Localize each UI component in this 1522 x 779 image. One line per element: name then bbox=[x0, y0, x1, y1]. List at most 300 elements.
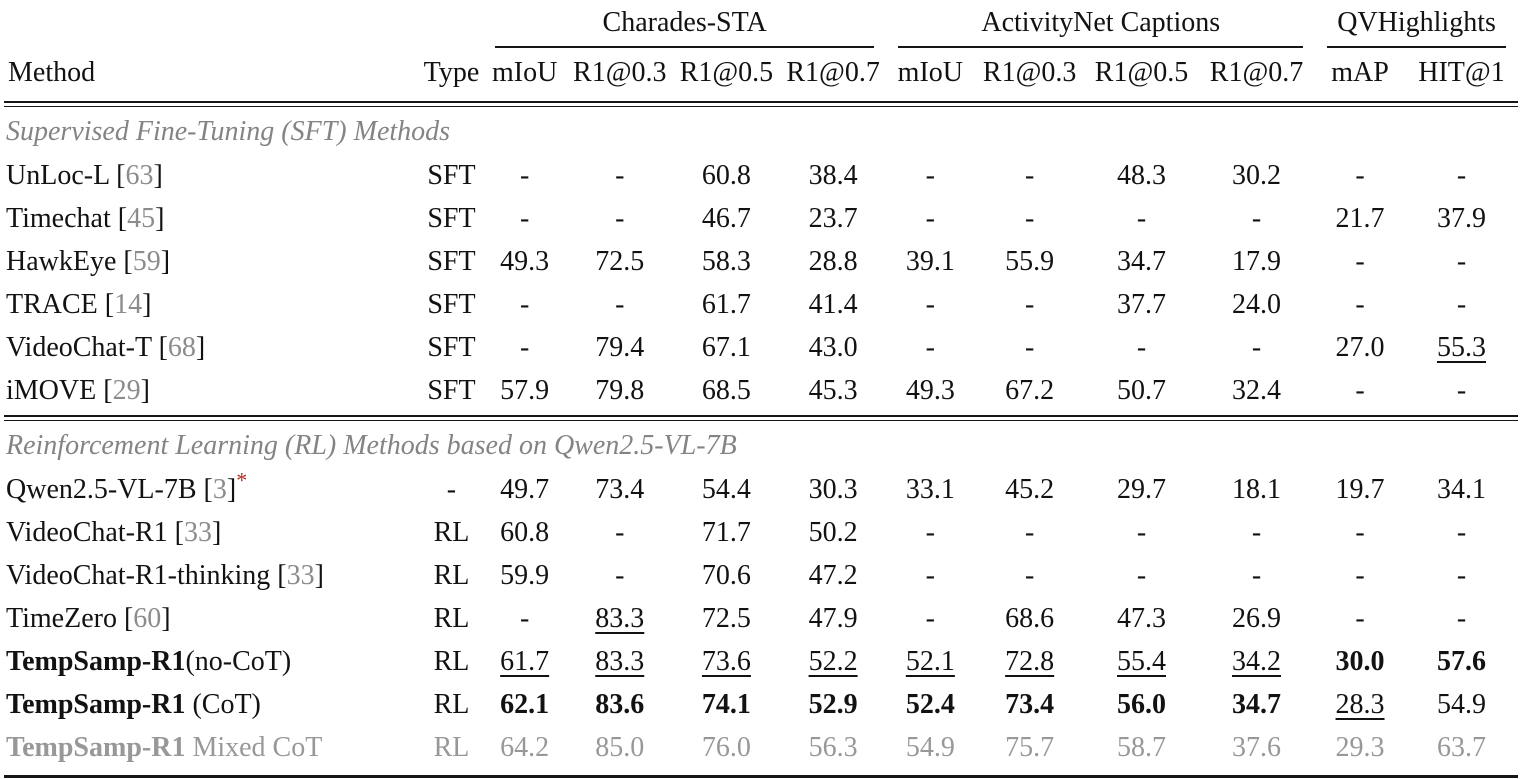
value-text: 49.7 bbox=[500, 473, 550, 505]
bottom-rule-line bbox=[4, 775, 1518, 778]
value-cell bbox=[483, 726, 567, 769]
citation-bracket: ] bbox=[142, 288, 152, 320]
value-cell bbox=[1405, 554, 1518, 597]
value-text: 52.2 bbox=[808, 645, 858, 677]
value-cell bbox=[673, 597, 780, 640]
table-row bbox=[4, 554, 1518, 597]
value-text: 29.7 bbox=[1117, 473, 1167, 505]
method-name: UnLoc-L bbox=[6, 159, 110, 191]
value-text: 45.3 bbox=[808, 374, 858, 406]
value-text: 74.1 bbox=[701, 688, 751, 720]
value-text: - bbox=[1456, 374, 1467, 406]
value-text: 39.1 bbox=[905, 245, 955, 277]
value-cell bbox=[974, 597, 1085, 640]
value-cell bbox=[566, 240, 673, 283]
value-cell bbox=[673, 197, 780, 240]
value-cell bbox=[1085, 369, 1198, 412]
value-cell bbox=[1198, 726, 1315, 769]
value-text: 34.7 bbox=[1117, 245, 1167, 277]
value-text: - bbox=[925, 331, 935, 363]
value-text: 50.7 bbox=[1117, 374, 1167, 406]
value-text: - bbox=[1024, 202, 1035, 234]
citation-bracket: [ bbox=[196, 473, 213, 505]
value-cell bbox=[780, 154, 887, 197]
value-cell bbox=[780, 369, 887, 412]
type-cell: RL bbox=[433, 645, 470, 677]
value-text: 79.8 bbox=[595, 374, 645, 406]
value-cell bbox=[1405, 597, 1518, 640]
value-text: 60.8 bbox=[701, 159, 751, 191]
table-row bbox=[4, 326, 1518, 369]
value-text: - bbox=[1456, 559, 1467, 591]
value-cell bbox=[974, 640, 1085, 683]
section-divider-rule-line bbox=[4, 415, 1518, 421]
citation-bracket: [ bbox=[96, 374, 113, 406]
value-cell bbox=[1405, 683, 1518, 726]
citation-bracket: ] bbox=[155, 202, 165, 234]
header-rule bbox=[4, 98, 1518, 109]
value-cell bbox=[566, 597, 673, 640]
value-cell bbox=[974, 283, 1085, 326]
value-cell bbox=[673, 283, 780, 326]
table-row bbox=[4, 468, 1518, 511]
value-cell bbox=[1315, 369, 1405, 412]
value-text: - bbox=[1355, 245, 1365, 277]
group-label: ActivityNet Captions bbox=[981, 7, 1221, 38]
value-text: 18.1 bbox=[1232, 473, 1282, 505]
value-cell bbox=[1405, 726, 1518, 769]
value-cell bbox=[780, 197, 887, 240]
value-text: 26.9 bbox=[1232, 602, 1282, 634]
table-row bbox=[4, 597, 1518, 640]
value-cell bbox=[566, 554, 673, 597]
value-cell bbox=[1085, 468, 1198, 511]
citation-bracket: [ bbox=[116, 245, 133, 277]
citation-bracket: ] bbox=[195, 331, 206, 363]
value-text: 83.3 bbox=[595, 645, 645, 677]
value-text: 52.1 bbox=[905, 645, 955, 677]
value-text: 33.1 bbox=[905, 473, 955, 505]
value-text: 30.2 bbox=[1232, 159, 1282, 191]
value-cell bbox=[1315, 640, 1405, 683]
method-suffix: (no-CoT) bbox=[185, 645, 292, 677]
col-header-type: Type bbox=[423, 57, 480, 88]
value-text: 73.4 bbox=[1005, 688, 1055, 720]
value-text: - bbox=[1024, 559, 1035, 591]
value-cell bbox=[483, 597, 567, 640]
value-text: 56.3 bbox=[808, 731, 858, 763]
value-text: - bbox=[1251, 516, 1262, 548]
citation-bracket: ] bbox=[160, 245, 171, 277]
value-cell bbox=[974, 554, 1085, 597]
results-table bbox=[4, 2, 1518, 779]
value-cell bbox=[483, 197, 567, 240]
value-cell bbox=[974, 468, 1085, 511]
value-cell bbox=[1315, 726, 1405, 769]
section-title: Reinforcement Learning (RL) Methods based on Qwen2.5-VL-7B bbox=[6, 429, 737, 461]
citation-number[interactable]: 14 bbox=[114, 288, 143, 320]
value-text: 30.0 bbox=[1335, 645, 1385, 677]
value-text: - bbox=[1251, 331, 1262, 363]
value-text: - bbox=[1355, 288, 1365, 320]
value-cell bbox=[1085, 240, 1198, 283]
type-cell: RL bbox=[433, 731, 470, 763]
value-cell bbox=[1315, 554, 1405, 597]
value-cell bbox=[974, 326, 1085, 369]
method-name: TempSamp-R1 bbox=[6, 731, 186, 763]
value-cell bbox=[673, 468, 780, 511]
value-text: 17.9 bbox=[1232, 245, 1282, 277]
value-text: 73.4 bbox=[595, 473, 645, 505]
value-text: - bbox=[925, 559, 935, 591]
value-text: - bbox=[1456, 159, 1467, 191]
type-cell: SFT bbox=[427, 202, 476, 234]
value-text: 55.9 bbox=[1005, 245, 1055, 277]
section-header-row bbox=[4, 423, 1518, 468]
value-text: 68.5 bbox=[701, 374, 751, 406]
value-text: - bbox=[615, 202, 625, 234]
value-cell bbox=[1405, 283, 1518, 326]
value-text: - bbox=[925, 516, 935, 548]
citation-number[interactable]: 68 bbox=[167, 331, 196, 363]
value-text: 58.7 bbox=[1117, 731, 1167, 763]
value-text: - bbox=[519, 288, 530, 320]
value-text: - bbox=[1136, 559, 1147, 591]
value-cell bbox=[1315, 468, 1405, 511]
value-cell bbox=[1085, 154, 1198, 197]
value-cell bbox=[1315, 283, 1405, 326]
value-text: 49.3 bbox=[500, 245, 550, 277]
value-text: - bbox=[519, 331, 530, 363]
value-text: 34.1 bbox=[1436, 473, 1486, 505]
method-cell bbox=[4, 726, 420, 769]
method-name: Timechat bbox=[6, 202, 111, 234]
value-cell bbox=[780, 597, 887, 640]
value-cell bbox=[483, 283, 567, 326]
method-name: VideoChat-R1-thinking bbox=[6, 559, 271, 591]
value-cell bbox=[886, 683, 974, 726]
value-text: 70.6 bbox=[701, 559, 751, 591]
group-rule-qvhighlights bbox=[1327, 7, 1506, 48]
value-text: - bbox=[615, 159, 625, 191]
section-divider-rule bbox=[4, 412, 1518, 423]
col-header-r1-05-activitynet: R1@0.5 bbox=[1094, 57, 1189, 88]
value-cell bbox=[566, 640, 673, 683]
value-cell bbox=[483, 369, 567, 412]
type-cell: RL bbox=[433, 688, 470, 720]
method-name: Qwen2.5-VL-7B bbox=[6, 473, 197, 505]
citation-bracket: ] bbox=[226, 473, 237, 505]
method-cell bbox=[4, 154, 420, 197]
value-cell bbox=[483, 554, 567, 597]
value-text: 43.0 bbox=[808, 331, 858, 363]
value-text: 67.1 bbox=[701, 331, 751, 363]
citation-number[interactable]: 33 bbox=[286, 559, 315, 591]
value-cell bbox=[673, 554, 780, 597]
method-cell bbox=[4, 468, 420, 511]
type-cell: - bbox=[446, 473, 457, 505]
value-text: 37.7 bbox=[1117, 288, 1167, 320]
value-cell bbox=[1198, 683, 1315, 726]
value-text: - bbox=[1355, 516, 1365, 548]
value-cell bbox=[1405, 197, 1518, 240]
value-cell bbox=[1085, 326, 1198, 369]
value-cell bbox=[1315, 197, 1405, 240]
method-name: TimeZero bbox=[6, 602, 117, 634]
value-text: - bbox=[519, 159, 530, 191]
value-cell bbox=[780, 726, 887, 769]
value-cell bbox=[673, 369, 780, 412]
value-text: 37.9 bbox=[1436, 202, 1486, 234]
method-cell bbox=[4, 554, 420, 597]
col-header-hit-at-1: HIT@1 bbox=[1418, 57, 1505, 88]
value-text: 54.4 bbox=[701, 473, 751, 505]
value-text: 52.4 bbox=[905, 688, 955, 720]
value-cell bbox=[566, 369, 673, 412]
value-cell bbox=[483, 683, 567, 726]
value-text: 58.3 bbox=[701, 245, 751, 277]
citation-bracket: [ bbox=[97, 288, 115, 320]
citation-number[interactable]: 45 bbox=[127, 202, 156, 234]
citation-number[interactable]: 29 bbox=[112, 374, 141, 406]
value-text: - bbox=[1355, 602, 1365, 634]
value-text: 23.7 bbox=[808, 202, 858, 234]
value-text: 83.6 bbox=[595, 688, 645, 720]
col-header-r1-03-charades: R1@0.3 bbox=[573, 57, 667, 88]
method-suffix: Mixed CoT bbox=[185, 731, 323, 763]
value-text: - bbox=[925, 602, 935, 634]
col-header-map: mAP bbox=[1331, 57, 1389, 88]
value-cell bbox=[780, 283, 887, 326]
header-rule-cell bbox=[4, 98, 1518, 109]
group-header-qvhighlights bbox=[1315, 2, 1518, 48]
table-row bbox=[4, 511, 1518, 554]
citation-number[interactable]: 59 bbox=[132, 245, 161, 277]
value-cell bbox=[566, 283, 673, 326]
citation-bracket: [ bbox=[151, 331, 168, 363]
method-name: TempSamp-R1 bbox=[6, 645, 186, 677]
value-text: - bbox=[925, 288, 935, 320]
value-text: - bbox=[615, 288, 625, 320]
value-text: 60.8 bbox=[500, 516, 550, 548]
value-text: 24.0 bbox=[1232, 288, 1282, 320]
citation-bracket: [ bbox=[116, 602, 134, 634]
value-text: - bbox=[1024, 159, 1035, 191]
value-text: - bbox=[519, 202, 530, 234]
value-text: 37.6 bbox=[1232, 731, 1282, 763]
value-text: 67.2 bbox=[1005, 374, 1055, 406]
value-text: 19.7 bbox=[1335, 473, 1385, 505]
type-cell: RL bbox=[433, 516, 470, 548]
value-cell bbox=[1085, 683, 1198, 726]
method-name: iMOVE bbox=[6, 374, 97, 406]
group-rule-charades bbox=[495, 7, 875, 48]
value-cell bbox=[566, 683, 673, 726]
group-label: QVHighlights bbox=[1337, 7, 1496, 38]
value-text: 34.2 bbox=[1232, 645, 1282, 677]
value-text: 62.1 bbox=[500, 688, 550, 720]
value-cell bbox=[1405, 640, 1518, 683]
value-cell bbox=[886, 326, 974, 369]
value-text: - bbox=[1355, 159, 1365, 191]
value-cell bbox=[974, 726, 1085, 769]
value-text: 30.3 bbox=[808, 473, 858, 505]
value-cell bbox=[673, 726, 780, 769]
value-text: 54.9 bbox=[1436, 688, 1486, 720]
value-cell bbox=[1198, 197, 1315, 240]
col-header-r1-07-activitynet: R1@0.7 bbox=[1209, 57, 1304, 88]
citation-number[interactable]: 3 bbox=[212, 473, 227, 505]
value-text: 28.3 bbox=[1335, 688, 1385, 720]
value-text: 49.3 bbox=[905, 374, 955, 406]
table-row bbox=[4, 640, 1518, 683]
method-suffix: (CoT) bbox=[185, 688, 261, 720]
method-cell bbox=[4, 240, 420, 283]
value-text: 85.0 bbox=[595, 731, 645, 763]
table-row bbox=[4, 369, 1518, 412]
value-cell bbox=[780, 554, 887, 597]
section-divider-rule-cell bbox=[4, 412, 1518, 423]
value-cell bbox=[886, 197, 974, 240]
value-cell bbox=[1198, 640, 1315, 683]
citation-number[interactable]: 33 bbox=[183, 516, 212, 548]
method-name: HawkEye bbox=[6, 245, 117, 277]
value-text: - bbox=[1251, 559, 1262, 591]
value-cell bbox=[1315, 597, 1405, 640]
value-text: - bbox=[1251, 202, 1262, 234]
value-cell bbox=[566, 468, 673, 511]
value-text: 64.2 bbox=[500, 731, 550, 763]
citation-bracket: [ bbox=[167, 516, 184, 548]
value-cell bbox=[1198, 154, 1315, 197]
value-cell bbox=[974, 369, 1085, 412]
value-text: - bbox=[1024, 288, 1035, 320]
value-text: 72.5 bbox=[701, 602, 751, 634]
value-text: 73.6 bbox=[701, 645, 751, 677]
value-text: 46.7 bbox=[701, 202, 751, 234]
value-text: - bbox=[1024, 516, 1035, 548]
type-cell: SFT bbox=[427, 374, 476, 406]
value-cell bbox=[974, 197, 1085, 240]
value-text: 57.9 bbox=[500, 374, 550, 406]
value-cell bbox=[974, 154, 1085, 197]
type-cell: SFT bbox=[427, 245, 476, 277]
value-text: 47.2 bbox=[808, 559, 858, 591]
value-text: 56.0 bbox=[1117, 688, 1167, 720]
value-text: - bbox=[1355, 559, 1365, 591]
value-cell bbox=[1405, 326, 1518, 369]
method-cell bbox=[4, 283, 420, 326]
value-cell bbox=[483, 240, 567, 283]
group-rule-activitynet bbox=[898, 7, 1303, 48]
value-text: - bbox=[1024, 331, 1035, 363]
group-header-charades-sta bbox=[483, 2, 887, 48]
citation-number[interactable]: 63 bbox=[125, 159, 154, 191]
citation-number[interactable]: 60 bbox=[133, 602, 162, 634]
value-text: - bbox=[1456, 288, 1467, 320]
type-cell: SFT bbox=[427, 288, 476, 320]
col-header-method: Method bbox=[8, 57, 96, 88]
value-cell bbox=[886, 154, 974, 197]
value-text: 54.9 bbox=[905, 731, 955, 763]
method-name: VideoChat-R1 bbox=[6, 516, 168, 548]
value-cell bbox=[566, 154, 673, 197]
section-header-row bbox=[4, 109, 1518, 154]
value-text: 41.4 bbox=[808, 288, 858, 320]
type-cell: RL bbox=[433, 602, 470, 634]
type-cell: SFT bbox=[427, 159, 476, 191]
value-cell bbox=[566, 326, 673, 369]
value-text: 61.7 bbox=[500, 645, 550, 677]
value-cell bbox=[780, 511, 887, 554]
value-text: - bbox=[1456, 516, 1467, 548]
value-text: - bbox=[615, 516, 625, 548]
value-cell bbox=[673, 511, 780, 554]
method-name: VideoChat-T bbox=[6, 331, 152, 363]
citation-bracket: ] bbox=[161, 602, 171, 634]
value-cell bbox=[886, 554, 974, 597]
value-cell bbox=[886, 640, 974, 683]
value-text: 27.0 bbox=[1335, 331, 1385, 363]
bottom-rule-cell bbox=[4, 769, 1518, 779]
value-cell bbox=[1198, 240, 1315, 283]
value-text: 50.2 bbox=[808, 516, 858, 548]
value-cell bbox=[886, 283, 974, 326]
method-cell bbox=[4, 369, 420, 412]
value-text: - bbox=[1355, 374, 1365, 406]
value-text: 47.3 bbox=[1117, 602, 1167, 634]
value-cell bbox=[1198, 326, 1315, 369]
value-text: 38.4 bbox=[808, 159, 858, 191]
value-text: 52.9 bbox=[808, 688, 858, 720]
value-text: 63.7 bbox=[1436, 731, 1486, 763]
value-cell bbox=[780, 468, 887, 511]
value-text: 21.7 bbox=[1335, 202, 1385, 234]
value-cell bbox=[566, 197, 673, 240]
value-cell bbox=[1198, 369, 1315, 412]
value-text: - bbox=[1456, 245, 1467, 277]
citation-bracket: [ bbox=[110, 202, 128, 234]
citation-bracket: ] bbox=[140, 374, 150, 406]
value-cell bbox=[1405, 240, 1518, 283]
value-cell bbox=[483, 326, 567, 369]
bottom-rule bbox=[4, 769, 1518, 779]
value-text: 29.3 bbox=[1335, 731, 1385, 763]
value-cell bbox=[1315, 154, 1405, 197]
value-cell bbox=[974, 683, 1085, 726]
citation-bracket: [ bbox=[270, 559, 287, 591]
method-cell bbox=[4, 683, 420, 726]
value-cell bbox=[1085, 726, 1198, 769]
group-header-activitynet-captions bbox=[886, 2, 1315, 48]
value-cell bbox=[673, 640, 780, 683]
type-cell: RL bbox=[433, 559, 470, 591]
col-header-miou-activitynet: mIoU bbox=[897, 57, 963, 88]
value-cell bbox=[1198, 554, 1315, 597]
value-cell bbox=[1085, 511, 1198, 554]
value-cell bbox=[1315, 240, 1405, 283]
value-cell bbox=[673, 326, 780, 369]
citation-bracket: [ bbox=[109, 159, 126, 191]
method-cell bbox=[4, 197, 420, 240]
table-row bbox=[4, 154, 1518, 197]
method-name: TempSamp-R1 bbox=[6, 688, 186, 720]
table-row bbox=[4, 683, 1518, 726]
value-cell bbox=[1198, 468, 1315, 511]
value-text: 28.8 bbox=[808, 245, 858, 277]
value-cell bbox=[1198, 283, 1315, 326]
value-cell bbox=[1315, 511, 1405, 554]
